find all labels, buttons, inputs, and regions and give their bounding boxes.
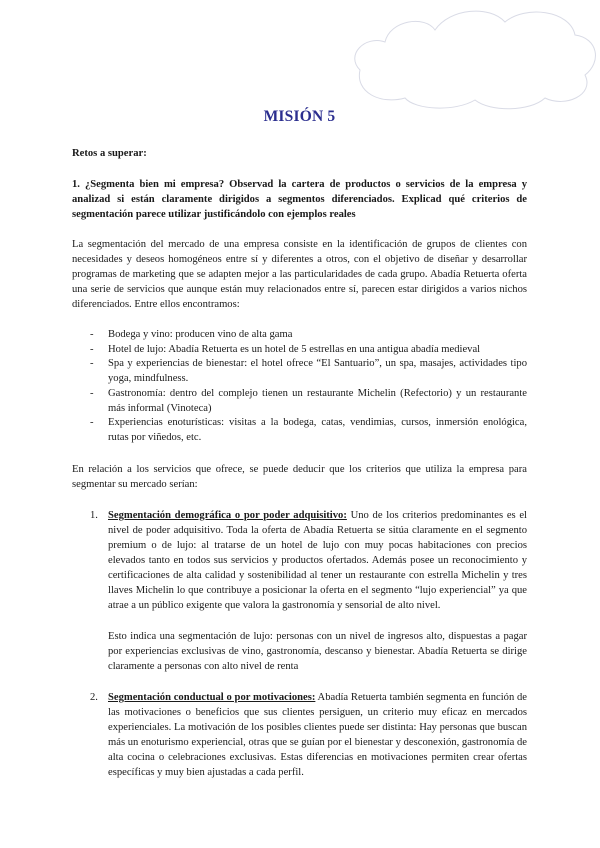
criteria-item-demographic — [72, 508, 527, 674]
criteria-heading: Segmentación demográfica o por poder adquisitivo: — [108, 509, 347, 521]
list-item: - Experiencias enoturísticas: visitas a la bodega, catas, vendimias, cursos, inmersión enológica, rutas por viñedos, etc. — [90, 417, 527, 443]
list-item: - Hotel de lujo: Abadía Retuerta es un hotel de 5 estrellas en una antigua abadía medieval — [90, 343, 481, 355]
criteria-item-behavioral — [72, 690, 527, 780]
criteria-heading: Segmentación conductual o por motivaciones: — [108, 691, 316, 703]
criteria-number: 2. — [90, 691, 98, 703]
list-item: - Bodega y vino: producen vino de alta gama — [90, 329, 293, 340]
criteria-text: Abadía Retuerta también segmenta en función de las motivaciones o beneficios que sus clientes persiguen, un criterio muy eficaz en mercados experienciales. La motivación de los posibles clientes puede ser distinta: Hay personas que buscan más un enoturismo experiencial, otras que se guían por el bienestar y desconexión, gastronomía de alta cocina o celebraciones exclusivas. Estas diferencias en motivaciones permiten crear ofertas específicas y muy bien ajustadas a cada perfil. — [108, 691, 527, 778]
services-list — [72, 328, 527, 446]
list-item-text: Gastronomía: dentro del complejo tienen un restaurante Michelin (Refectorio) y un restaurante más informal (Vinoteca) — [108, 387, 527, 414]
criteria-list — [72, 508, 527, 780]
criteria-text: Uno de los criterios predominantes es el nivel de poder adquisitivo. Toda la oferta de Abadía Retuerta se sitúa claramente en el segmento premium o de lujo: al tratarse de un hotel de lujo con muy pocas habitaciones con precios elevados tanto en todos sus servicios y productos ofertados. Además posee un reconocimiento y certificaciones de alta calidad y sostenibilidad al tener un restaurante con estrella Michelin y tres llaves Michelin lo que contribuye a posicionar la oferta en el segmento “lujo experiencial” ya que atrae a un público exigente que valora la gastronomía y sensorial de alto nivel. — [108, 509, 527, 611]
criteria-number: 1. — [90, 509, 98, 521]
list-item: - Gastronomía: dentro del complejo tienen un restaurante Michelin (Refectorio) y un restaurante más informal (Vinoteca) — [90, 387, 527, 414]
cloud-decoration — [340, 0, 600, 110]
list-item-text: Experiencias enoturísticas: visitas a la bodega, catas, vendimias, cursos, inmersión enológica, rutas por viñedos, etc. — [108, 417, 527, 443]
list-item-text: Spa y experiencias de bienestar: el hotel ofrece “El Santuario”, un spa, masajes, actividades tipo yoga, mindfulness. — [108, 358, 527, 385]
list-item-text: Hotel de lujo: Abadía Retuerta es un hotel de 5 estrellas en una antigua abadía medieval — [108, 343, 481, 355]
list-item-text: Bodega y vino: producen vino de alta gama — [108, 329, 293, 340]
section-subtitle: Retos a superar: — [72, 148, 147, 159]
question-text: 1. ¿Segmenta bien mi empresa? Observad la cartera de productos o servicios de la empresa y analizad si están claramente dirigidos a segmentos diferenciados. Explicad qué criterios de segmentación parece utilizar justificándolo con ejemplos reales — [72, 179, 527, 220]
list-item: - Spa y experiencias de bienestar: el hotel ofrece “El Santuario”, un spa, masajes, actividades tipo yoga, mindfulness. — [90, 358, 527, 385]
relation-paragraph: En relación a los servicios que ofrece, se puede deducir que los criterios que utiliza la empresa para segmentar su mercado serían: — [72, 463, 527, 490]
page-title: MISIÓN 5 — [263, 108, 336, 125]
document-page — [72, 108, 527, 796]
intro-paragraph: La segmentación del mercado de una empresa consiste en la identificación de grupos de clientes con necesidades y deseos homogéneos entre sí y diferentes a otros, con el objetivo de diseñar y desarrollar programas de marketing que se adapten mejor a las particularidades de cada grupo. Abadía Retuerta oferta una serie de servicios que aunque están muy relacionados entre sí, parecen estar dirigidos a varios nichos diferenciados. Entre ellos encontramos: — [72, 239, 527, 310]
criteria-extra: Esto indica una segmentación de lujo: personas con un nivel de ingresos alto, dispuestas a pagar por experiencias exclusivas de vino, gastronomía, descanso y bienestar. Abadía Retuerta se dirige claramente a personas con alto nivel de renta — [108, 630, 527, 672]
